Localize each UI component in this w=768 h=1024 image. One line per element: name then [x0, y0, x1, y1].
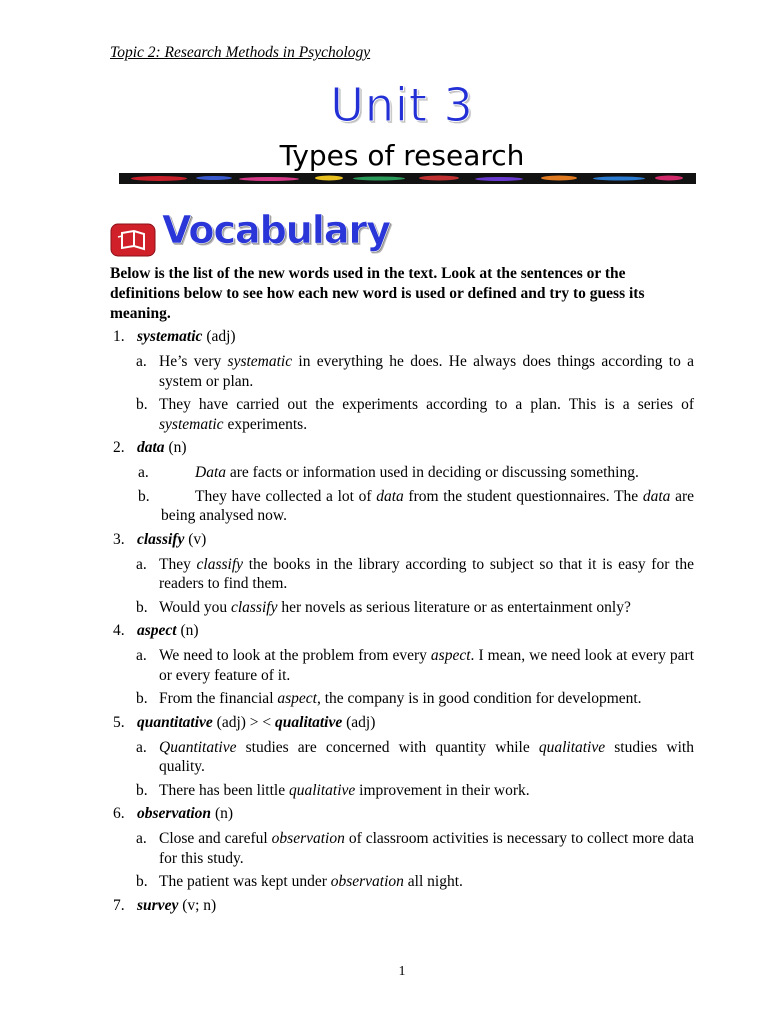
example-fragment: are being analysed now.: [161, 487, 694, 524]
example-fragment: the books in the library according to subject so that it is easy for the readers to find them.: [159, 555, 694, 592]
vocab-word: systematic: [137, 328, 203, 345]
decorative-divider: [119, 173, 696, 184]
vocab-item-head: [110, 713, 694, 733]
example-fragment: all night.: [403, 873, 463, 890]
example-sentence: [110, 395, 694, 434]
vocab-item: [110, 327, 694, 434]
example-sentence: [110, 738, 694, 777]
example-fragment: They: [159, 555, 197, 573]
example-sentence: [110, 646, 694, 685]
keyword-italic: Quantitative: [159, 738, 237, 756]
vocabulary-list: [110, 327, 694, 921]
part-of-speech: (adj): [342, 713, 376, 731]
item-number: 7.: [113, 896, 125, 914]
example-fragment: studies are concerned with quantity while: [236, 738, 539, 756]
example-fragment: from the student questionnaires. The: [403, 487, 643, 505]
item-number: 3.: [113, 530, 125, 548]
keyword-italic: data: [376, 487, 404, 505]
vocab-word: classify: [137, 530, 185, 548]
keyword-italic: observation: [330, 873, 404, 890]
example-fragment: her novels as serious literature or as entertainment only?: [277, 598, 631, 616]
example-sentence: [110, 487, 694, 526]
keyword-italic: qualitative: [538, 738, 606, 756]
vocab-item: [110, 530, 694, 618]
example-fragment: are facts or information used in deciding or discussing something.: [226, 464, 639, 481]
example-letter: a.: [136, 738, 147, 756]
example-fragment: They have carried out the experiments according to a plan. This is a series of: [159, 396, 694, 413]
vocab-word-line: [137, 804, 233, 824]
example-fragment: There has been little: [159, 781, 289, 799]
vocab-word-line: [137, 530, 206, 550]
example-fragment: Close and careful: [159, 830, 272, 847]
vocab-item-head: [110, 621, 694, 641]
keyword-italic: classify: [230, 598, 278, 616]
item-number: 1.: [113, 328, 125, 345]
example-fragment: From the financial: [159, 690, 278, 707]
vocab-word: quantitative: [137, 713, 213, 731]
vocab-item: [110, 621, 694, 709]
instructions: Below is the list of the new words used in the text. Look at the sentences or the definitions below to see how each new word is used or defined and try to guess its meaning.: [110, 265, 645, 322]
example-text: [159, 781, 694, 801]
example-fragment: , the company is in good condition for development.: [316, 690, 642, 707]
example-letter: a.: [136, 830, 147, 847]
part-of-speech: (adj): [206, 328, 236, 345]
keyword-italic: aspect: [277, 690, 317, 707]
example-text: [159, 395, 694, 434]
example-fragment: experiments.: [223, 415, 308, 433]
example-letter: a.: [136, 647, 147, 664]
keyword-italic: observation: [271, 830, 345, 847]
keyword-italic: qualitative: [288, 781, 356, 799]
example-text: [159, 872, 694, 892]
vocab-item-head: [110, 804, 694, 824]
example-text: [159, 738, 694, 777]
unit-title: Unit 3: [330, 78, 474, 132]
keyword-italic: data: [642, 487, 671, 505]
example-sentence: [110, 555, 694, 594]
example-fragment: The patient was kept under: [159, 873, 331, 890]
vocab-item-head: [110, 438, 694, 458]
example-letter: b.: [136, 781, 148, 799]
vocab-item-head: [110, 530, 694, 550]
item-number: 2.: [113, 439, 125, 456]
vocab-word: data: [137, 439, 165, 456]
example-sentence: [110, 463, 694, 483]
example-fragment: improvement in their work.: [355, 781, 530, 799]
part-of-speech: (n): [180, 622, 199, 639]
example-text: [159, 646, 694, 685]
example-fragment: They have collected a lot of: [195, 487, 377, 505]
keyword-italic: systematic: [159, 415, 224, 433]
keyword-italic: classify: [196, 555, 244, 573]
book-icon: [110, 223, 156, 257]
example-fragment: in everything he does. He always does things according to a system or plan.: [159, 353, 694, 390]
example-text: [159, 689, 694, 709]
example-letter: a.: [138, 464, 149, 481]
vocab-word: observation: [137, 805, 212, 822]
keyword-italic: Data: [195, 464, 226, 481]
page-number: 1: [398, 964, 406, 979]
example-sentence: [110, 352, 694, 391]
example-letter: b.: [138, 487, 150, 505]
example-fragment: . I mean, we need look at every part or every feature of it.: [159, 647, 694, 684]
vocab-word: aspect: [137, 622, 177, 639]
example-sentence: [110, 689, 694, 709]
example-letter: b.: [136, 690, 148, 707]
example-text: [159, 829, 694, 868]
part-of-speech: (v): [188, 530, 207, 548]
example-letter: a.: [136, 555, 147, 573]
example-fragment: of classroom activities is necessary to collect more data for this study.: [159, 830, 694, 867]
keyword-italic: aspect: [430, 647, 471, 664]
item-number: 5.: [113, 713, 125, 731]
vocab-word-line: [137, 438, 187, 458]
example-text: [161, 487, 694, 526]
example-text: [161, 463, 694, 483]
keyword-italic: systematic: [227, 353, 293, 370]
example-letter: b.: [136, 396, 148, 413]
vocab-word-antonym: qualitative: [275, 713, 343, 731]
example-letter: b.: [136, 873, 148, 890]
vocab-item: [110, 896, 694, 916]
example-fragment: Would you: [159, 598, 231, 616]
vocab-item-head: [110, 327, 694, 347]
example-fragment: He’s very: [159, 353, 228, 370]
example-sentence: [110, 872, 694, 892]
vocab-word: survey: [137, 896, 179, 914]
example-fragment: We need to look at the problem from every: [159, 647, 431, 664]
example-letter: a.: [136, 353, 147, 370]
topic-heading: Topic 2: Research Methods in Psychology: [110, 44, 371, 61]
example-sentence: [110, 829, 694, 868]
example-text: [159, 352, 694, 391]
vocab-item: [110, 804, 694, 892]
vocab-word-line: [137, 713, 375, 733]
part-of-speech: (n): [168, 439, 187, 456]
vocab-word-line: [137, 621, 199, 641]
example-fragment: studies with quality.: [159, 738, 694, 775]
example-text: [159, 598, 694, 618]
example-sentence: [110, 781, 694, 801]
vocab-item: [110, 713, 694, 801]
item-number: 4.: [113, 622, 125, 639]
vocab-item-head: [110, 896, 694, 916]
example-sentence: [110, 598, 694, 618]
vocabulary-title: Vocabulary: [162, 208, 391, 252]
example-letter: b.: [136, 598, 148, 616]
part-of-speech: (adj) > <: [216, 713, 276, 731]
vocab-word-line: [137, 327, 236, 347]
vocab-item: [110, 438, 694, 526]
vocab-word-line: [137, 896, 216, 916]
part-of-speech: (v; n): [182, 896, 217, 914]
unit-subtitle: Types of research: [279, 139, 525, 172]
example-text: [159, 555, 694, 594]
part-of-speech: (n): [214, 805, 234, 822]
item-number: 6.: [113, 805, 125, 822]
